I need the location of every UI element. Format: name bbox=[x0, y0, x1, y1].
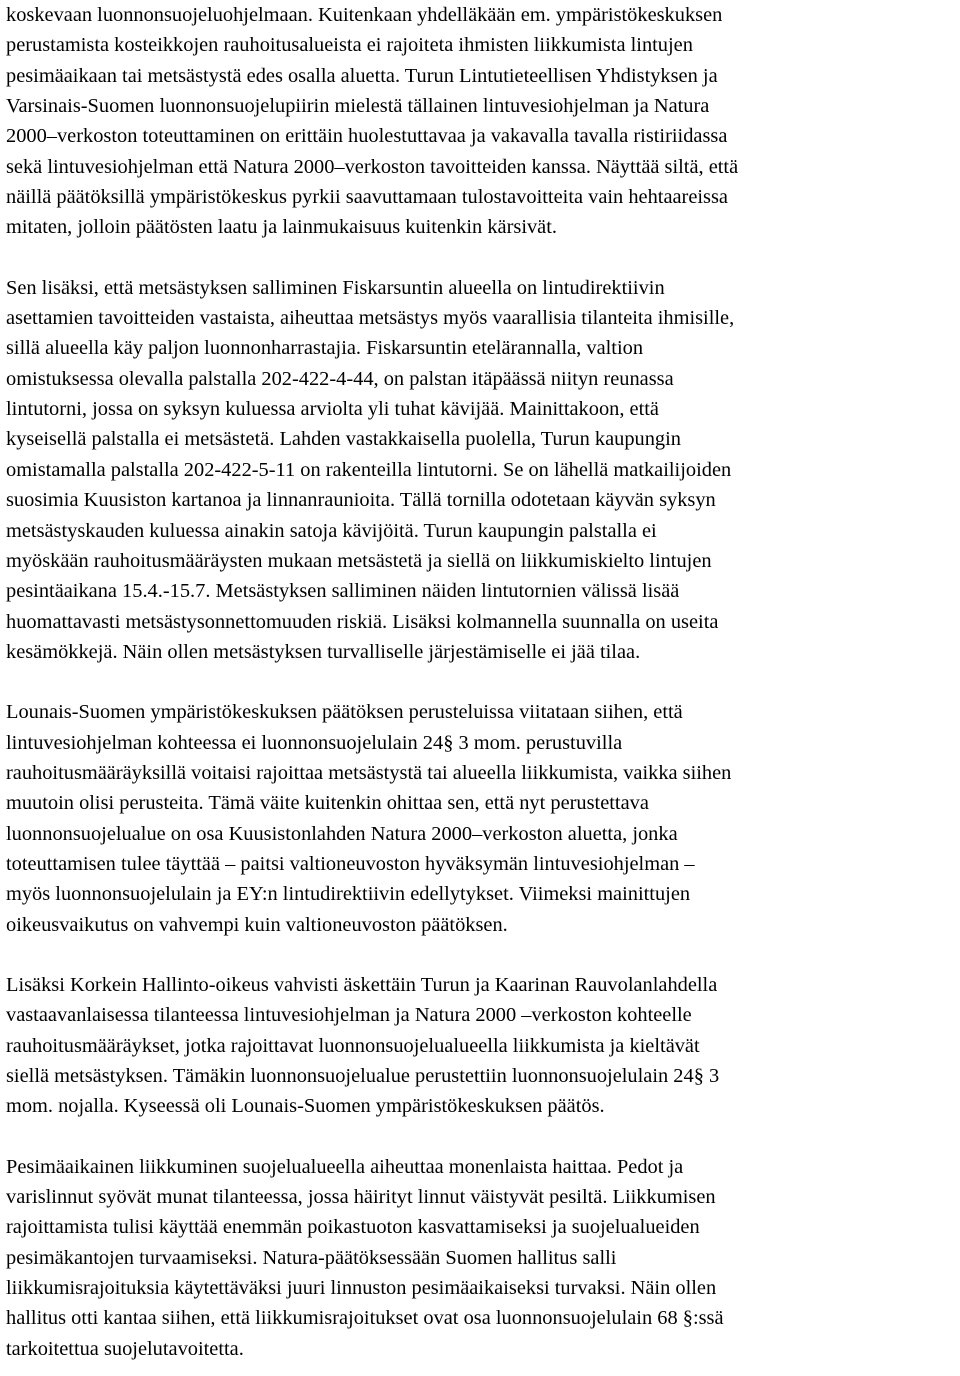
text-line: Varsinais-Suomen luonnonsuojelupiirin mielestä tällainen lintuvesiohjelman ja Natura bbox=[6, 95, 710, 118]
text-line: myöskään rauhoitusmääräysten mukaan metsästetä ja siellä on liikkumiskielto lintujen bbox=[6, 549, 712, 572]
text-line: omistuksessa olevalla palstalla 202-422-4-44, on palstan itäpäässä niityn reunassa bbox=[6, 367, 674, 390]
text-line: lintuvesiohjelman kohteessa ei luonnonsuojelulain 24§ 3 mom. perustuvilla bbox=[6, 731, 623, 754]
text-line: liikkumisrajoituksia käytettäväksi juuri linnuston pesimäaikaiseksi turvaksi. Näin ollen bbox=[6, 1277, 717, 1300]
text-line: muutoin olisi perusteita. Tämä väite kuitenkin ohittaa sen, että nyt perustettava bbox=[6, 792, 649, 815]
text-line: suosimia Kuusiston kartanoa ja linnanraunioita. Tällä tornilla odotetaan käyvän syksyn bbox=[6, 489, 716, 512]
text-line: 2000–verkoston toteuttaminen on erittäin huolestuttavaa ja vakavalla tavalla ristiriidassa bbox=[6, 125, 728, 148]
text-line: tarkoitettua suojelutavoitetta. bbox=[6, 1337, 244, 1360]
text-line: hallitus otti kantaa siihen, että liikkumisrajoitukset ovat osa luonnonsuojelulain 68 §:ssä bbox=[6, 1307, 724, 1330]
text-line: koskevaan luonnonsuojeluohjelmaan. Kuitenkaan yhdelläkään em. ympäristökeskuksen bbox=[6, 4, 723, 26]
text-line: Lisäksi Korkein Hallinto-oikeus vahvisti äskettäin Turun ja Kaarinan Rauvolanlahdella bbox=[6, 973, 718, 996]
text-line: huomattavasti metsästysonnettomuuden riskiä. Lisäksi kolmannella suunnalla on useita bbox=[6, 610, 719, 633]
text-line: Sen lisäksi, että metsästyksen salliminen Fiskarsuntin alueella on lintudirektiivin bbox=[6, 276, 665, 299]
text-line: kesämökkejä. Näin ollen metsästyksen turvalliselle järjestämiselle ei jää tilaa. bbox=[6, 640, 641, 663]
text-line: asettamien tavoitteiden vastaista, aiheuttaa metsästys myös vaarallisia tilanteita ihmisille, bbox=[6, 307, 735, 330]
text-line: kyseisellä palstalla ei metsästetä. Lahden vastakkaisella puolella, Turun kaupungin bbox=[6, 428, 681, 451]
text-line: Pesimäaikainen liikkuminen suojelualueella aiheuttaa monenlaista haittaa. Pedot ja bbox=[6, 1155, 684, 1178]
text-line: sekä lintuvesiohjelman että Natura 2000–verkoston tavoitteiden kanssa. Näyttää siltä, että bbox=[6, 155, 739, 178]
text-line: siellä metsästyksen. Tämäkin luonnonsuojelualue perustettiin luonnonsuojelulain 24§ 3 bbox=[6, 1065, 720, 1087]
text-line: sillä alueella käy paljon luonnonharrastajia. Fiskarsuntin etelärannalla, valtion bbox=[6, 337, 644, 360]
text-line: rauhoitusmääräyksillä voitaisi rajoittaa metsästystä tai alueella liikkumista, vaikka siihen bbox=[6, 761, 732, 784]
text-line: metsästyskauden kuluessa ainakin satoja kävijöitä. Turun kaupungin palstalla ei bbox=[6, 519, 657, 542]
paragraph-1 bbox=[6, 0, 956, 243]
paragraph-4 bbox=[6, 970, 956, 1122]
paragraph-2 bbox=[6, 273, 956, 667]
text-line: varislinnut syövät munat tilanteessa, jossa häirityt linnut väistyvät pesiltä. Liikkumisen bbox=[6, 1186, 716, 1209]
text-line: rajoittamista tulisi käyttää enemmän poikastuoton kasvattamiseksi ja suojelualueiden bbox=[6, 1216, 700, 1239]
text-line: pesintäaikana 15.4.-15.7. Metsästyksen salliminen näiden lintutornien välissä lisää bbox=[6, 580, 680, 603]
paragraph-5 bbox=[6, 1152, 956, 1364]
text-line: perustamista kosteikkojen rauhoitusalueista ei rajoiteta ihmisten liikkumista lintujen bbox=[6, 34, 693, 57]
text-line: mitaten, jolloin päätösten laatu ja lainmukaisuus kuitenkin kärsivät. bbox=[6, 216, 557, 239]
text-line: omistamalla palstalla 202-422-5-11 on rakenteilla lintutorni. Se on lähellä matkailijoiden bbox=[6, 458, 732, 481]
text-line: vastaavanlaisessa tilanteessa lintuvesiohjelman ja Natura 2000 –verkoston kohteelle bbox=[6, 1004, 692, 1027]
text-line: mom. nojalla. Kyseessä oli Lounais-Suomen ympäristökeskuksen päätös. bbox=[6, 1095, 605, 1118]
paragraph-3 bbox=[6, 697, 956, 940]
text-line: rauhoitusmääräykset, jotka rajoittavat luonnonsuojelualueella liikkumista ja kieltävät bbox=[6, 1034, 700, 1057]
text-line: näillä päätöksillä ympäristökeskus pyrkii saavuttamaan tulostavoitteita vain hehtaareissa bbox=[6, 186, 728, 209]
text-line: oikeusvaikutus on vahvempi kuin valtioneuvoston päätöksen. bbox=[6, 913, 508, 936]
text-line: pesimäkantojen turvaamiseksi. Natura-päätöksessään Suomen hallitus salli bbox=[6, 1246, 617, 1269]
text-line: Lounais-Suomen ympäristökeskuksen päätöksen perusteluissa viitataan siihen, että bbox=[6, 701, 683, 724]
text-line: pesimäaikaan tai metsästystä edes osalla aluetta. Turun Lintutieteellisen Yhdistyksen ja bbox=[6, 64, 718, 87]
text-line: luonnonsuojelualue on osa Kuusistonlahden Natura 2000–verkoston aluetta, jonka bbox=[6, 822, 678, 845]
text-line: lintutorni, jossa on syksyn kuluessa arviolta yli tuhat kävijää. Mainittakoon, että bbox=[6, 398, 659, 421]
document-page bbox=[6, 0, 956, 1364]
text-line: myös luonnonsuojelulain ja EY:n lintudirektiivin edellytykset. Viimeksi mainittujen bbox=[6, 883, 691, 906]
text-line: toteuttamisen tulee täyttää – paitsi valtioneuvoston hyväksymän lintuvesiohjelman – bbox=[6, 852, 695, 875]
